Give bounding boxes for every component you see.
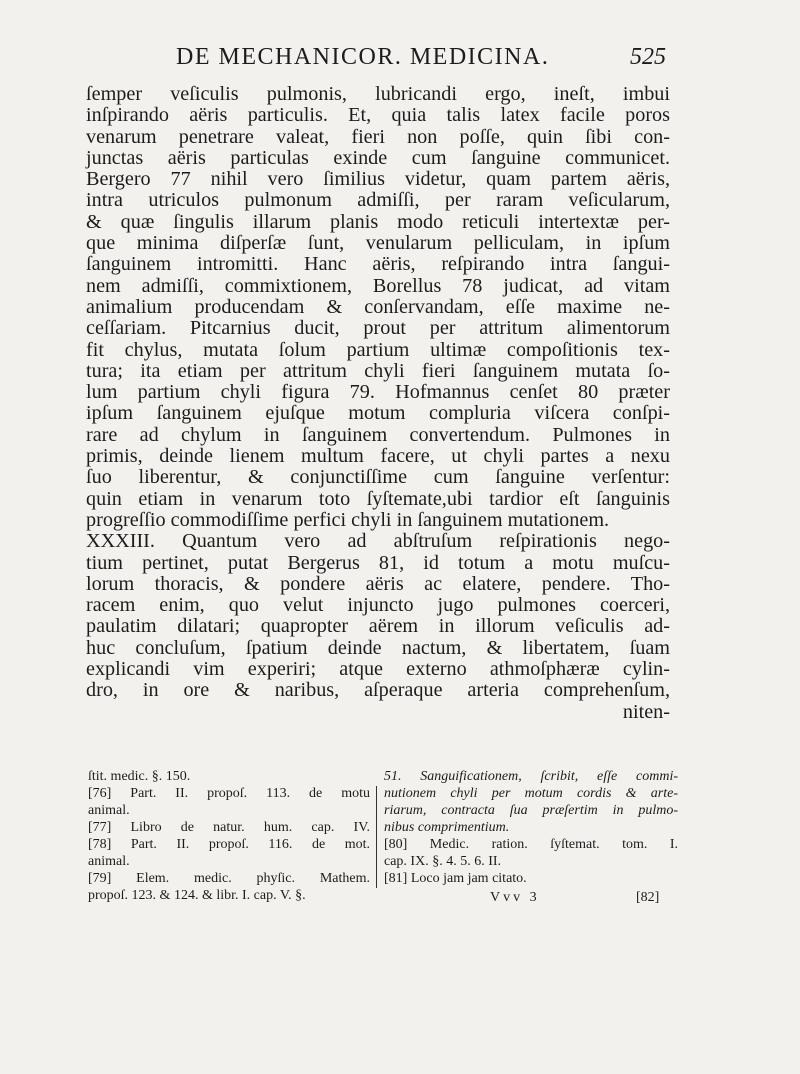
footnote-line: riarum, contracta ſua præſertim in pulmo- bbox=[384, 803, 678, 818]
text-line: animalium producendam & conſervandam, eſſe maxime ne- bbox=[86, 295, 670, 318]
text-line: & quæ ſingulis illarum planis modo reticuli intertextæ per- bbox=[86, 210, 670, 233]
text-line: XXXIII. Quantum vero ad abſtruſum reſpirationis nego- bbox=[86, 530, 670, 553]
footnote-line: [77] Libro de natur. hum. cap. IV. bbox=[88, 820, 370, 835]
footnote-line: nutionem chyli per motum cordis & arte- bbox=[384, 786, 678, 801]
text-line: rare ad chylum in ſanguinem convertendum. Pulmones in bbox=[86, 423, 670, 446]
running-title: DE MECHANICOR. MEDICINA. bbox=[176, 44, 550, 70]
body-catchword: niten- bbox=[622, 700, 670, 723]
footnote-line: [78] Part. II. propoſ. 116. de mot. bbox=[88, 837, 370, 852]
footnote-line: ſtit. medic. §. 150. bbox=[88, 769, 191, 784]
text-line: dro, in ore & naribus, aſperaque arteria comprehenſum, bbox=[86, 679, 670, 702]
footnote-line: nibus comprimentium. bbox=[384, 820, 510, 835]
text-line: junctas aëris particulas exinde cum ſanguine communicet. bbox=[86, 146, 670, 169]
page-number: 525 bbox=[630, 44, 666, 70]
text-line: ſanguinem intromitti. Hanc aëris, reſpirando intra ſangui- bbox=[86, 253, 670, 276]
text-line: quin etiam in venarum toto ſyſtemate,ubi tardior eſt ſanguinis bbox=[86, 487, 670, 510]
footnotes bbox=[88, 768, 678, 908]
footnote-line: [76] Part. II. propoſ. 113. de motu bbox=[88, 786, 370, 801]
signature-mark: Vvv 3 bbox=[490, 890, 540, 905]
text-line: Bergero 77 nihil vero ſimilius videtur, quam partem aëris, bbox=[86, 168, 670, 191]
text-line: lorum thoracis, & pondere aëris ac elatere, pendere. Tho- bbox=[86, 572, 670, 595]
footnote-line: animal. bbox=[88, 854, 130, 869]
text-line: nem admiſſi, commixtionem, Borellus 78 judicat, ad vitam bbox=[86, 274, 670, 297]
text-line: inſpirando aëris particulis. Et, quia talis latex facile poros bbox=[86, 104, 670, 127]
text-line: huc concluſum, ſpatium deinde nactum, & libertatem, ſuam bbox=[86, 636, 670, 659]
catchword: [82] bbox=[636, 890, 660, 905]
text-line: que minima diſperſæ ſunt, venularum pelliculam, in ipſum bbox=[86, 232, 670, 255]
footnote-line: animal. bbox=[88, 803, 130, 818]
footnote-line: [79] Elem. medic. phyſic. Mathem. bbox=[88, 871, 370, 886]
footnote-line: 51. Sanguificationem, ſcribit, eſſe commi- bbox=[384, 769, 678, 784]
text-line: tium pertinet, putat Bergerus 81, id totum a motu muſcu- bbox=[86, 551, 670, 574]
footnotes-right-column bbox=[384, 768, 678, 887]
text-line: tura; ita etiam per attritum chyli fieri ſanguinem mutata ſo- bbox=[86, 359, 670, 382]
footnote-line: [80] Medic. ration. ſyſtemat. tom. I. bbox=[384, 837, 678, 852]
text-line: intra utriculos pulmonum admiſſi, per raram veſicularum, bbox=[86, 189, 670, 212]
text-line: venarum penetrare valeat, fieri non poſſe, quin ſibi con- bbox=[86, 125, 670, 148]
text-line: ſemper veſiculis pulmonis, lubricandi ergo, ineſt, imbui bbox=[86, 83, 670, 105]
main-text bbox=[86, 84, 670, 723]
footnotes-left-column bbox=[88, 768, 370, 904]
text-line: fit chylus, mutata ſolum partium ultimæ compoſitionis tex- bbox=[86, 338, 670, 361]
footnote-line: cap. IX. §. 4. 5. 6. II. bbox=[384, 854, 502, 869]
text-line: primis, deinde lienem multum facere, ut chyli partes a nexu bbox=[86, 445, 670, 468]
text-line: lum partium chyli figura 79. Hofmannus cenſet 80 præter bbox=[86, 381, 670, 404]
footnote-column-divider bbox=[376, 786, 377, 888]
text-line: racem enim, quo velut injuncto jugo pulmones coerceri, bbox=[86, 594, 670, 617]
text-line: explicandi vim experiri; atque externo athmoſphæræ cylin- bbox=[86, 658, 670, 681]
footnote-line: [81] Loco jam jam citato. bbox=[384, 871, 527, 886]
text-line: paulatim dilatari; quapropter aërem in illorum veſiculis ad- bbox=[86, 615, 670, 638]
page-header bbox=[176, 44, 676, 76]
text-line: ceſſariam. Pitcarnius ducit, prout per attritum alimentorum bbox=[86, 317, 670, 340]
text-line: progreſſio commodiſſime perfici chyli in ſanguinem mutationem. bbox=[86, 508, 610, 531]
text-line: ipſum ſanguinem ejuſque motum compluria viſcera conſpi- bbox=[86, 402, 670, 425]
text-line: ſuo liberentur, & conjunctiſſime cum ſanguine verſentur: bbox=[86, 466, 670, 489]
footnote-line: propoſ. 123. & 124. & libr. I. cap. V. §. bbox=[88, 888, 306, 903]
